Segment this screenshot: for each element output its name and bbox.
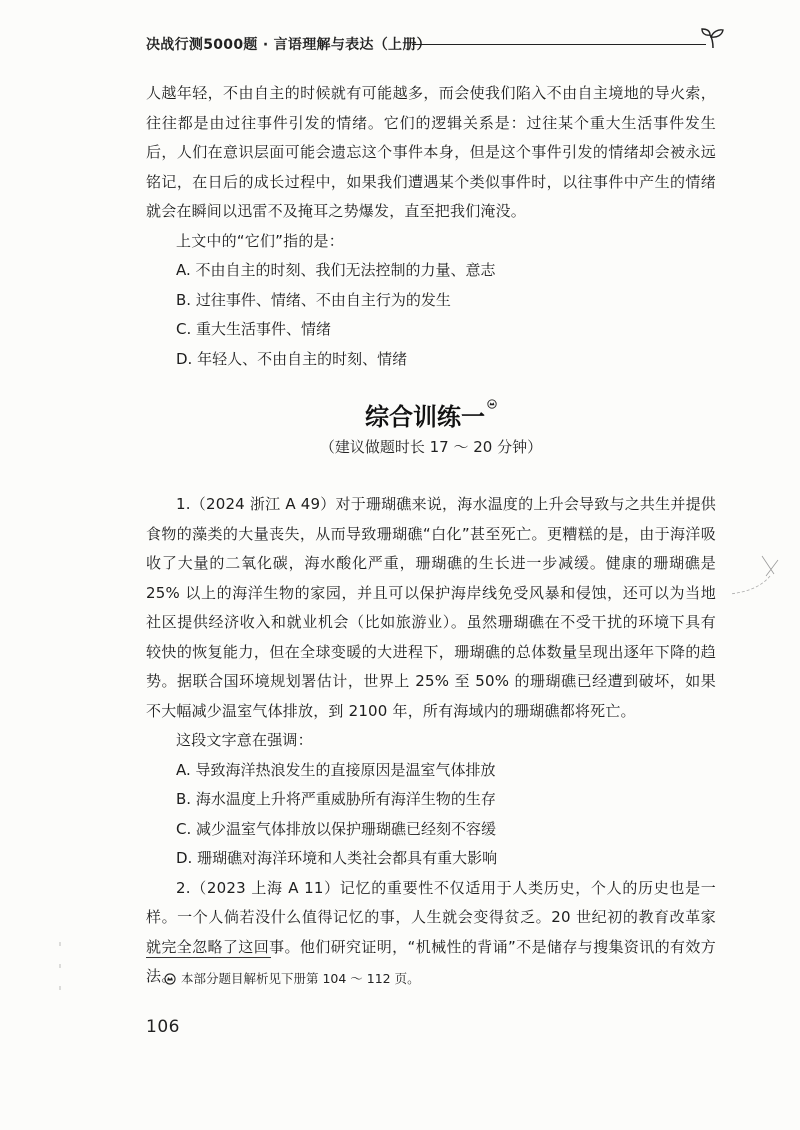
page-number: 106: [146, 1017, 180, 1037]
section-title: [146, 397, 716, 432]
option-b: B. 过往事件、情绪、不由自主行为的发生: [176, 290, 451, 309]
section-title-text: 综合训练一: [365, 403, 485, 431]
option-a: A. 不由自主的时刻、我们无法控制的力量、意志: [176, 261, 496, 279]
running-header: [146, 34, 716, 56]
question-2-passage: 2.（2023 上海 A 11）记忆的重要性不仅适用于人类历史，个人的历史也是一样。一个人倘若没什么值得记忆的事，人生就会变得贫乏。20 世纪初的教育改革家就完全忽略了这回事。他们研究证明，“机械性的背诵”不是储存与搜集资讯的有效方法。: [146, 878, 716, 985]
question-prev: [146, 79, 716, 374]
option-a: A. 导致海洋热浪发生的直接原因是温室气体排放: [176, 760, 496, 779]
header-title: 决战行测5000题 · 言语理解与表达（上册）: [146, 37, 431, 53]
question-stem: 这段文字意在强调：: [176, 731, 313, 749]
footnote-marker-icon: [164, 973, 176, 985]
answer-options: [146, 756, 716, 874]
footnote-rule: [146, 957, 271, 958]
option-c: C. 减少温室气体排放以保护珊瑚礁已经刻不容缓: [176, 819, 497, 838]
footnote-text: 本部分题目解析见下册第 104 ～ 112 页。: [181, 971, 420, 986]
binding-ticks: [56, 940, 64, 1000]
section-subtitle: （建议做题时长 17 ～ 20 分钟）: [319, 438, 543, 456]
option-d: D. 年轻人、不由自主的时刻、情绪: [176, 349, 408, 368]
question-stem: 上文中的“它们”指的是：: [176, 231, 344, 250]
sprout-icon: [700, 26, 726, 50]
option-b: B. 海水温度上升将严重威胁所有海洋生物的生存: [176, 790, 496, 808]
footnote: [164, 969, 420, 987]
header-rule: [412, 44, 706, 45]
passage-paragraph: 1.（2024 浙江 A 49）对于珊瑚礁来说，海水温度的上升会导致与之共生并提供食物的藻类的大量丧失，从而导致珊瑚礁“白化”甚至死亡。更糟糕的是，由于海洋吸收了大量的二氧化碳，海水酸化严重，珊瑚礁的生长进一步减缓。健康的珊瑚礁是25% 以上的海洋生物的家园，并且可以保护海岸线免受风暴和侵蚀，还可以为当地社区提供经济收入和就业机会（比如旅游业）。虽然珊瑚礁在不受干扰的环境下具有较快的恢复能力，但在全球变暖的大进程下，珊瑚礁的总体数量呈现出逐年下降的趋势。据联合国环境规划署估计，世界上 25% 至 50% 的珊瑚礁已经遭到破坏，如果不大幅减少温室气体排放，到 2100 年，所有海域内的珊瑚礁都将死亡。: [146, 495, 716, 720]
option-d: D. 珊瑚礁对海洋环境和人类社会都具有重大影响: [176, 849, 498, 867]
option-c: C. 重大生活事件、情绪: [176, 320, 332, 338]
question-1: [146, 490, 716, 992]
pencil-mark: [722, 548, 782, 608]
footnote-marker-icon: [487, 399, 497, 409]
answer-options: [146, 256, 716, 374]
passage-paragraph: 人越年轻，不由自主的时候就有可能越多，而会使我们陷入不由自主境地的导火索，往往都是由过往事件引发的情绪。它们的逻辑关系是：过往某个重大生活事件发生后，人们在意识层面可能会遗忘这个事件本身，但是这个事件引发的情绪却会被永远铭记，在日后的成长过程中，如果我们遭遇某个类似事件时，以往事件中产生的情绪就会在瞬间以迅雷不及掩耳之势爆发，直至把我们淹没。: [146, 84, 716, 220]
